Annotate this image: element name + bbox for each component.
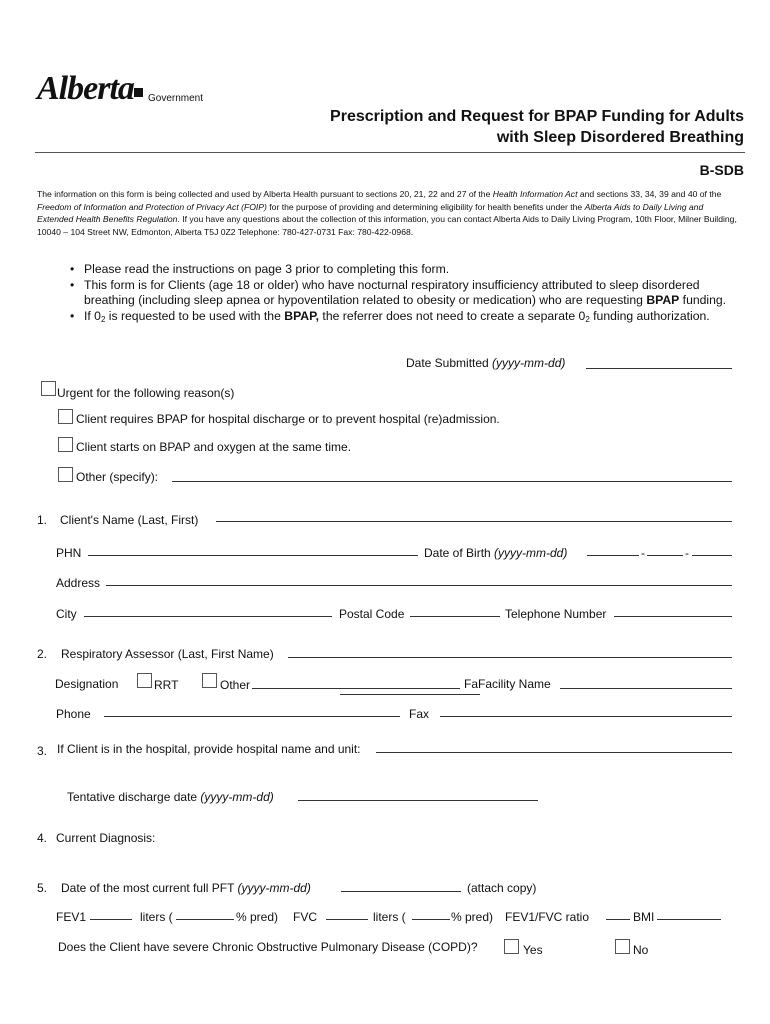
privacy-notice	[37, 188, 737, 238]
discharge-reason-label: Client requires BPAP for hospital discharge or to prevent hospital (re)admission.	[76, 412, 500, 426]
instruction-bold: BPAP,	[284, 308, 320, 323]
form-code: B-SDB	[699, 162, 744, 178]
fev1-pred-field[interactable]	[176, 919, 234, 920]
dob-month-field[interactable]	[647, 555, 683, 556]
date-submitted-field[interactable]	[586, 368, 732, 369]
other-designation-label: Other	[220, 678, 251, 692]
date-submitted-label: Date Submitted (yyyy-mm-dd)	[406, 356, 566, 370]
client-name-label: Client's Name (Last, First)	[60, 513, 199, 527]
dob-year-field[interactable]	[587, 555, 639, 556]
government-label: Government	[148, 93, 204, 104]
address-field[interactable]	[106, 585, 732, 586]
fev1-fvc-ratio-field[interactable]	[606, 919, 630, 920]
form-title-line2: with Sleep Disordered Breathing	[496, 129, 744, 146]
instruction-text: funding.	[679, 293, 727, 308]
diagnosis-label: Current Diagnosis:	[56, 831, 156, 845]
bmi-label: BMI	[633, 910, 655, 924]
instruction-text: If 0	[84, 308, 101, 323]
section-3-number: 3.	[37, 744, 48, 758]
other-designation-underline	[340, 694, 480, 695]
instruction-sub: 2	[585, 314, 590, 324]
pred-label: % pred)	[236, 910, 279, 924]
attach-copy-label: (attach copy)	[467, 881, 537, 895]
instruction-text: the referrer does not need to create a separate 0	[319, 308, 586, 323]
logo-mark-icon	[134, 88, 143, 97]
facility-name-field[interactable]	[560, 688, 732, 689]
discharge-date-label: Tentative discharge date (yyyy-mm-dd)	[67, 790, 274, 804]
copd-no-label: No	[633, 943, 649, 957]
address-label: Address	[56, 576, 101, 590]
instruction-text: This form is for Clients (age 18 or older) who have nocturnal respiratory insufficiency attributed to sleep disordered breathing (including sleep apnea or hypoventilation related to obesity or medication) who are requesting	[84, 277, 700, 308]
urgent-label: Urgent for the following reason(s)	[57, 386, 235, 400]
other-reason-checkbox[interactable]	[58, 467, 73, 482]
privacy-text-2: and sections 33, 34, 39 and 40 of the	[577, 189, 722, 199]
alberta-logo: Alberta	[37, 70, 134, 107]
privacy-act-2: Freedom of Information and Protection of Privacy Act (FOIP)	[37, 201, 267, 212]
privacy-text-3: for the purpose of providing and determining eligibility for health benefits under the	[266, 201, 585, 212]
hospital-label: If Client is in the hospital, provide hospital name and unit:	[57, 742, 361, 756]
hospital-field[interactable]	[376, 752, 732, 753]
dob-dash: -	[641, 546, 645, 560]
telephone-field[interactable]	[614, 616, 732, 617]
instruction-bold: BPAP	[646, 293, 680, 308]
designation-label: Designation	[55, 677, 119, 691]
fev1-label: FEV1	[56, 910, 87, 924]
instruction-text: Please read the instructions on page 3 prior to completing this form.	[84, 262, 450, 276]
instruction-sub: 2	[100, 314, 106, 324]
postal-code-field[interactable]	[410, 616, 500, 617]
dob-label: Date of Birth (yyyy-mm-dd)	[424, 546, 568, 560]
section-5-number: 5.	[37, 881, 48, 895]
instruction-text: funding authorization.	[589, 308, 710, 323]
fax-field[interactable]	[440, 716, 732, 717]
discharge-date-field[interactable]	[298, 800, 538, 801]
assessor-field[interactable]	[288, 657, 732, 658]
privacy-text-1: The information on this form is being collected and used by Alberta Health pursuant to sections 20, 21, 22 and 27 of the	[37, 189, 493, 199]
instruction-text: is requested to be used with the	[105, 308, 285, 323]
rrt-checkbox[interactable]	[137, 673, 152, 688]
city-field[interactable]	[84, 616, 332, 617]
telephone-label: Telephone Number	[505, 607, 607, 621]
other-designation-field[interactable]	[252, 688, 460, 689]
urgent-checkbox[interactable]	[41, 381, 56, 396]
instructions-list	[62, 262, 732, 325]
header-divider	[35, 152, 745, 153]
form-title-line1: Prescription and Request for BPAP Funding for Adults	[330, 108, 744, 125]
instruction-item	[62, 309, 732, 326]
client-name-field[interactable]	[216, 521, 732, 522]
city-label: City	[56, 607, 77, 621]
pred-label: % pred)	[451, 910, 494, 924]
privacy-act-1: Health Information Act	[492, 189, 578, 199]
pft-date-field[interactable]	[341, 891, 461, 892]
privacy-text-4: . If you have any questions about the collection of this information, you can contact Alberta Aids to Daily Living Program, 10th Floor, Milner Building, 10040 – 104 Street NW, Edmonton, Alberta T5J 0Z2 Telephone: 780-427-0731 Fax: 780-422-0968.	[37, 214, 737, 237]
phn-label: PHN	[56, 546, 82, 560]
other-designation-checkbox[interactable]	[202, 673, 217, 688]
postal-code-label: Postal Code	[339, 607, 405, 621]
form-title	[330, 106, 744, 148]
other-reason-field[interactable]	[172, 481, 732, 482]
bpap-oxygen-label: Client starts on BPAP and oxygen at the same time.	[76, 440, 352, 454]
phn-field[interactable]	[88, 555, 418, 556]
section-2-number: 2.	[37, 647, 48, 661]
copd-yes-label: Yes	[523, 943, 543, 957]
bmi-field[interactable]	[657, 919, 721, 920]
dob-day-field[interactable]	[692, 555, 732, 556]
instruction-item	[62, 278, 732, 309]
copd-question: Does the Client have severe Chronic Obstructive Pulmonary Disease (COPD)?	[58, 940, 478, 954]
instruction-item	[62, 262, 732, 278]
fev1-fvc-ratio-label: FEV1/FVC ratio	[505, 910, 590, 924]
rrt-label: RRT	[154, 678, 179, 692]
discharge-reason-checkbox[interactable]	[58, 409, 73, 424]
copd-no-checkbox[interactable]	[615, 939, 630, 954]
fax-label: Fax	[409, 707, 430, 721]
privacy-act-3: Alberta Aids to Daily Living and Extended Health Benefits Regulation	[37, 201, 704, 225]
other-reason-label: Other (specify):	[76, 470, 159, 484]
section-1-number: 1.	[37, 513, 48, 527]
facility-name-label: FaFacility Name	[464, 677, 551, 691]
assessor-label: Respiratory Assessor (Last, First Name)	[61, 647, 274, 661]
copd-yes-checkbox[interactable]	[504, 939, 519, 954]
liters-label: liters (	[140, 910, 173, 924]
phone-label: Phone	[56, 707, 91, 721]
dob-dash: -	[685, 546, 689, 560]
phone-field[interactable]	[104, 716, 400, 717]
fev1-field[interactable]	[90, 919, 132, 920]
fvc-label: FVC	[293, 910, 317, 924]
liters-label: liters (	[373, 910, 406, 924]
pft-date-label: Date of the most current full PFT (yyyy-mm-dd)	[61, 881, 311, 895]
bpap-oxygen-checkbox[interactable]	[58, 437, 73, 452]
fvc-field[interactable]	[326, 919, 368, 920]
section-4-number: 4.	[37, 831, 48, 845]
fvc-pred-field[interactable]	[412, 919, 450, 920]
